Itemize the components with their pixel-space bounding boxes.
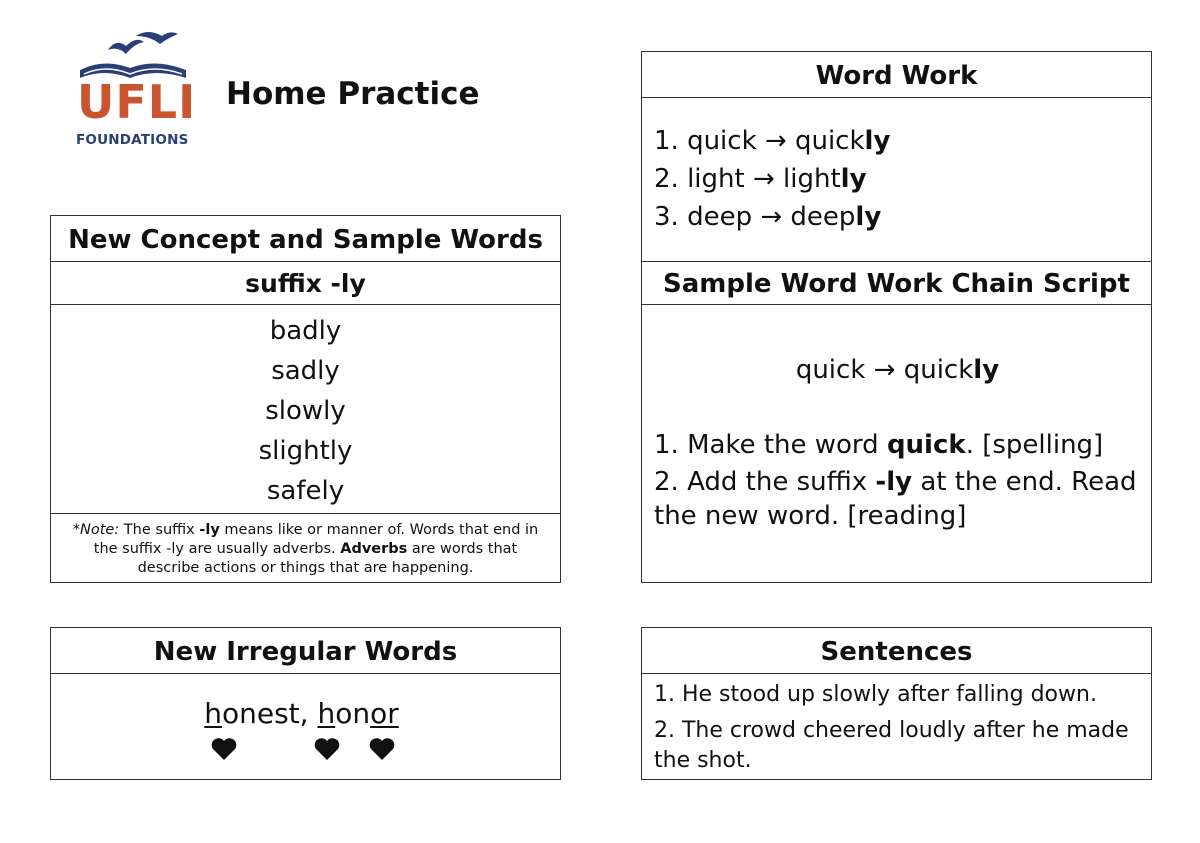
word-work-list bbox=[642, 98, 1151, 262]
sample-word: slightly bbox=[258, 436, 353, 466]
ufli-logo bbox=[74, 30, 197, 152]
page-title: Home Practice bbox=[226, 76, 480, 112]
word-work-item: 3. deep → deeply bbox=[654, 202, 882, 232]
sample-word-list bbox=[51, 305, 560, 514]
word-work-box bbox=[641, 51, 1152, 583]
word-work-item: 2. light → lightly bbox=[654, 164, 867, 194]
chain-example: quick → quickly bbox=[795, 355, 1000, 385]
irregular-words: honest, honor bbox=[204, 697, 399, 730]
irregular-title: New Irregular Words bbox=[51, 628, 560, 674]
heart-icon bbox=[210, 736, 238, 762]
logo-bottom-text: FOUNDATIONS bbox=[76, 132, 189, 148]
sentence-item: 1. He stood up slowly after falling down. bbox=[654, 682, 1097, 707]
concept-note: *Note: The suffix -ly means like or manner of. Words that end in the suffix -ly are usually adverbs. Adverbs are words that describe actions or things that are happening. bbox=[72, 522, 539, 576]
sentence-list bbox=[642, 674, 1151, 776]
concept-subtitle: suffix -ly bbox=[51, 262, 560, 305]
sample-word: sadly bbox=[271, 356, 340, 386]
sample-word: safely bbox=[266, 476, 345, 506]
sentences-box bbox=[641, 627, 1152, 780]
word-work-title: Word Work bbox=[642, 52, 1151, 98]
heart-icon bbox=[368, 736, 396, 762]
chain-step: 1. Make the word quick. [spelling] bbox=[654, 430, 1104, 460]
chain-script bbox=[642, 353, 1151, 533]
word-work-item: 1. quick → quickly bbox=[654, 126, 891, 156]
logo-top-text: UFLI bbox=[77, 75, 197, 129]
chain-step: 2. Add the suffix -ly at the end. Read the new word. [reading] bbox=[654, 467, 1137, 531]
concept-title: New Concept and Sample Words bbox=[51, 216, 560, 262]
sentence-item: 2. The crowd cheered loudly after he made the shot. bbox=[654, 718, 1129, 773]
sample-word: slowly bbox=[265, 396, 346, 426]
heart-icon bbox=[313, 736, 341, 762]
sample-word: badly bbox=[269, 316, 342, 346]
irregular-words-box bbox=[50, 627, 561, 780]
irregular-grapheme: h bbox=[204, 697, 222, 730]
chain-title: Sample Word Work Chain Script bbox=[642, 262, 1151, 305]
irregular-grapheme: or bbox=[370, 697, 399, 730]
concept-box bbox=[50, 215, 561, 583]
sentences-title: Sentences bbox=[642, 628, 1151, 674]
note-label: *Note: bbox=[72, 522, 120, 538]
irregular-grapheme: h bbox=[317, 697, 336, 730]
